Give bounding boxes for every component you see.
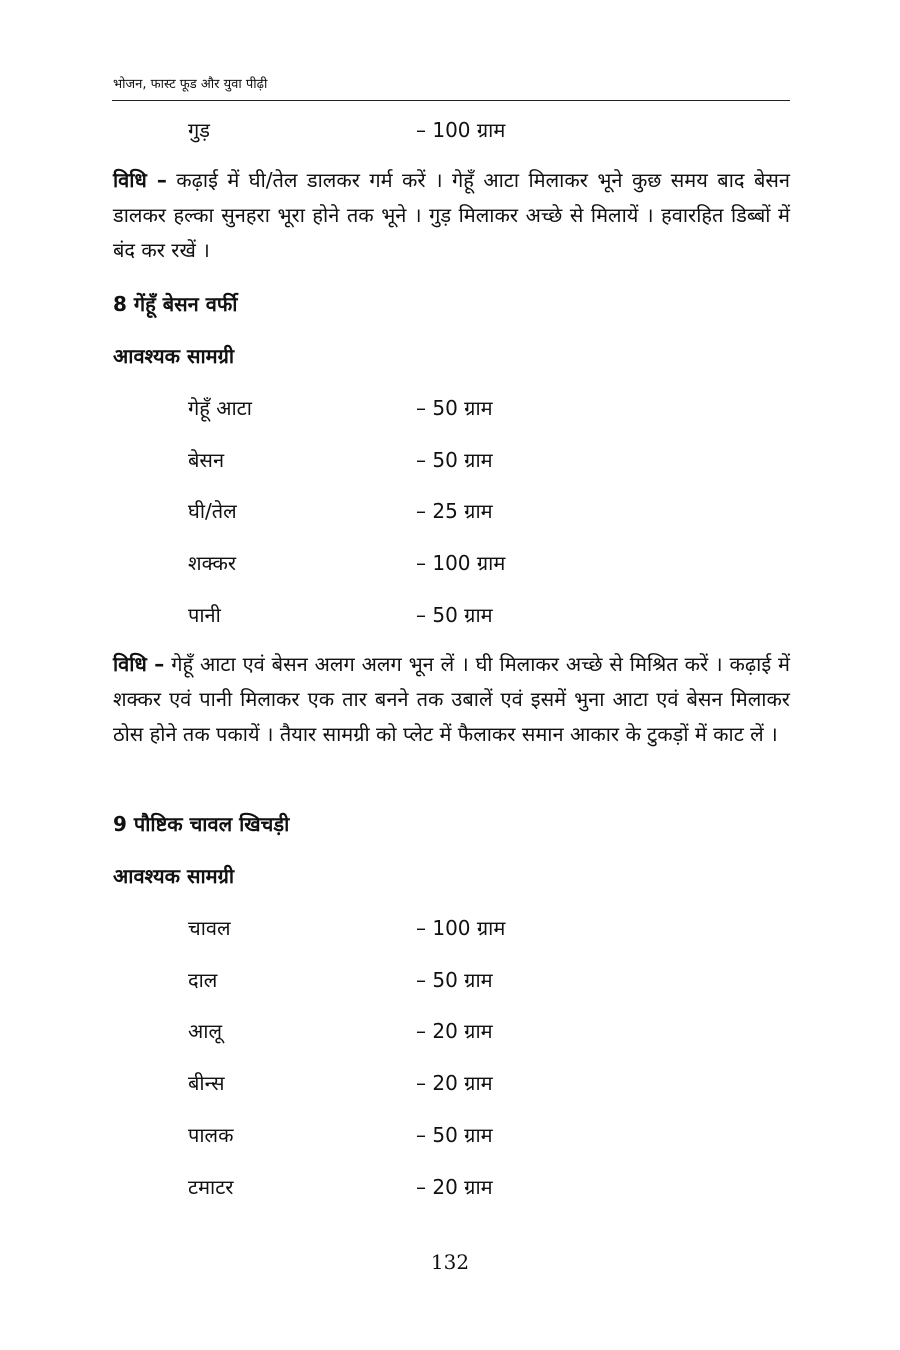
ingredient-name: चावल (188, 916, 231, 940)
ingredient-name: टमाटर (188, 1175, 234, 1199)
ingredient-row (188, 966, 588, 996)
ingredient-row (188, 1173, 588, 1203)
ingredient-qty: – 50 ग्राम (416, 448, 493, 472)
ingredient-qty: – 50 ग्राम (416, 968, 493, 992)
ingredient-row (188, 394, 588, 424)
method-paragraph (113, 163, 790, 268)
method-label: विधि – (113, 168, 167, 192)
ingredient-row (188, 446, 588, 476)
page-number: 132 (430, 1250, 470, 1274)
ingredient-row (188, 1017, 588, 1047)
running-header: भोजन, फास्ट फूड और युवा पीढ़ी (113, 77, 268, 92)
ingredient-name: गुड़ (188, 118, 210, 142)
ingredient-name: घी/तेल (188, 499, 237, 523)
method-text: कढ़ाई में घी/तेल डालकर गर्म करें । गेहूँ आटा मिलाकर भूने कुछ समय बाद बेसन डालकर हल्का सुनहरा भूरा होने तक भूने । गुड़ मिलाकर अच्छे से मिलायें । हवारहित डिब्बों में बंद कर रखें । (113, 168, 791, 262)
ingredient-qty: – 100 ग्राम (416, 118, 506, 142)
ingredient-qty: – 50 ग्राम (416, 396, 493, 420)
ingredient-row (188, 1121, 588, 1151)
ingredient-name: बेसन (188, 448, 225, 472)
ingredient-qty: – 50 ग्राम (416, 1123, 493, 1147)
ingredient-name: बीन्स (188, 1071, 225, 1095)
ingredient-row (188, 497, 588, 527)
ingredient-qty: – 20 ग्राम (416, 1071, 493, 1095)
ingredient-qty: – 100 ग्राम (416, 551, 506, 575)
ingredients-heading: आवश्यक सामग्री (113, 864, 235, 888)
ingredient-row (188, 549, 588, 579)
ingredient-row (188, 601, 588, 631)
ingredient-row (188, 914, 588, 944)
header-rule (112, 100, 790, 101)
ingredient-name: पालक (188, 1123, 234, 1147)
ingredient-qty: – 20 ग्राम (416, 1019, 493, 1043)
ingredient-name: दाल (188, 968, 218, 992)
ingredient-qty: – 20 ग्राम (416, 1175, 493, 1199)
method-label: विधि – (113, 652, 165, 676)
recipe-title: 8 गेंहूँ बेसन वर्फी (113, 292, 238, 316)
method-paragraph (113, 647, 790, 752)
ingredient-name: आलू (188, 1019, 222, 1043)
ingredient-qty: – 50 ग्राम (416, 603, 493, 627)
method-text: गेहूँ आटा एवं बेसन अलग अलग भून लें । घी मिलाकर अच्छे से मिश्रित करें । कढ़ाई में शक्कर एवं पानी मिलाकर एक तार बनने तक उबालें एवं इसमें भुना आटा एवं बेसन मिलाकर ठोस होने तक पकायें । तैयार सामग्री को प्लेट में फैलाकर समान आकार के टुकड़ों में काट लें । (113, 652, 790, 746)
ingredient-name: पानी (188, 603, 221, 627)
ingredient-row (188, 1069, 588, 1099)
ingredients-heading: आवश्यक सामग्री (113, 344, 235, 368)
ingredient-name: शक्कर (188, 551, 237, 575)
ingredient-name: गेहूँ आटा (188, 396, 252, 420)
ingredient-qty: – 25 ग्राम (416, 499, 493, 523)
ingredient-qty: – 100 ग्राम (416, 916, 506, 940)
ingredient-row (188, 116, 588, 146)
recipe-title: 9 पौष्टिक चावल खिचड़ी (113, 812, 290, 836)
